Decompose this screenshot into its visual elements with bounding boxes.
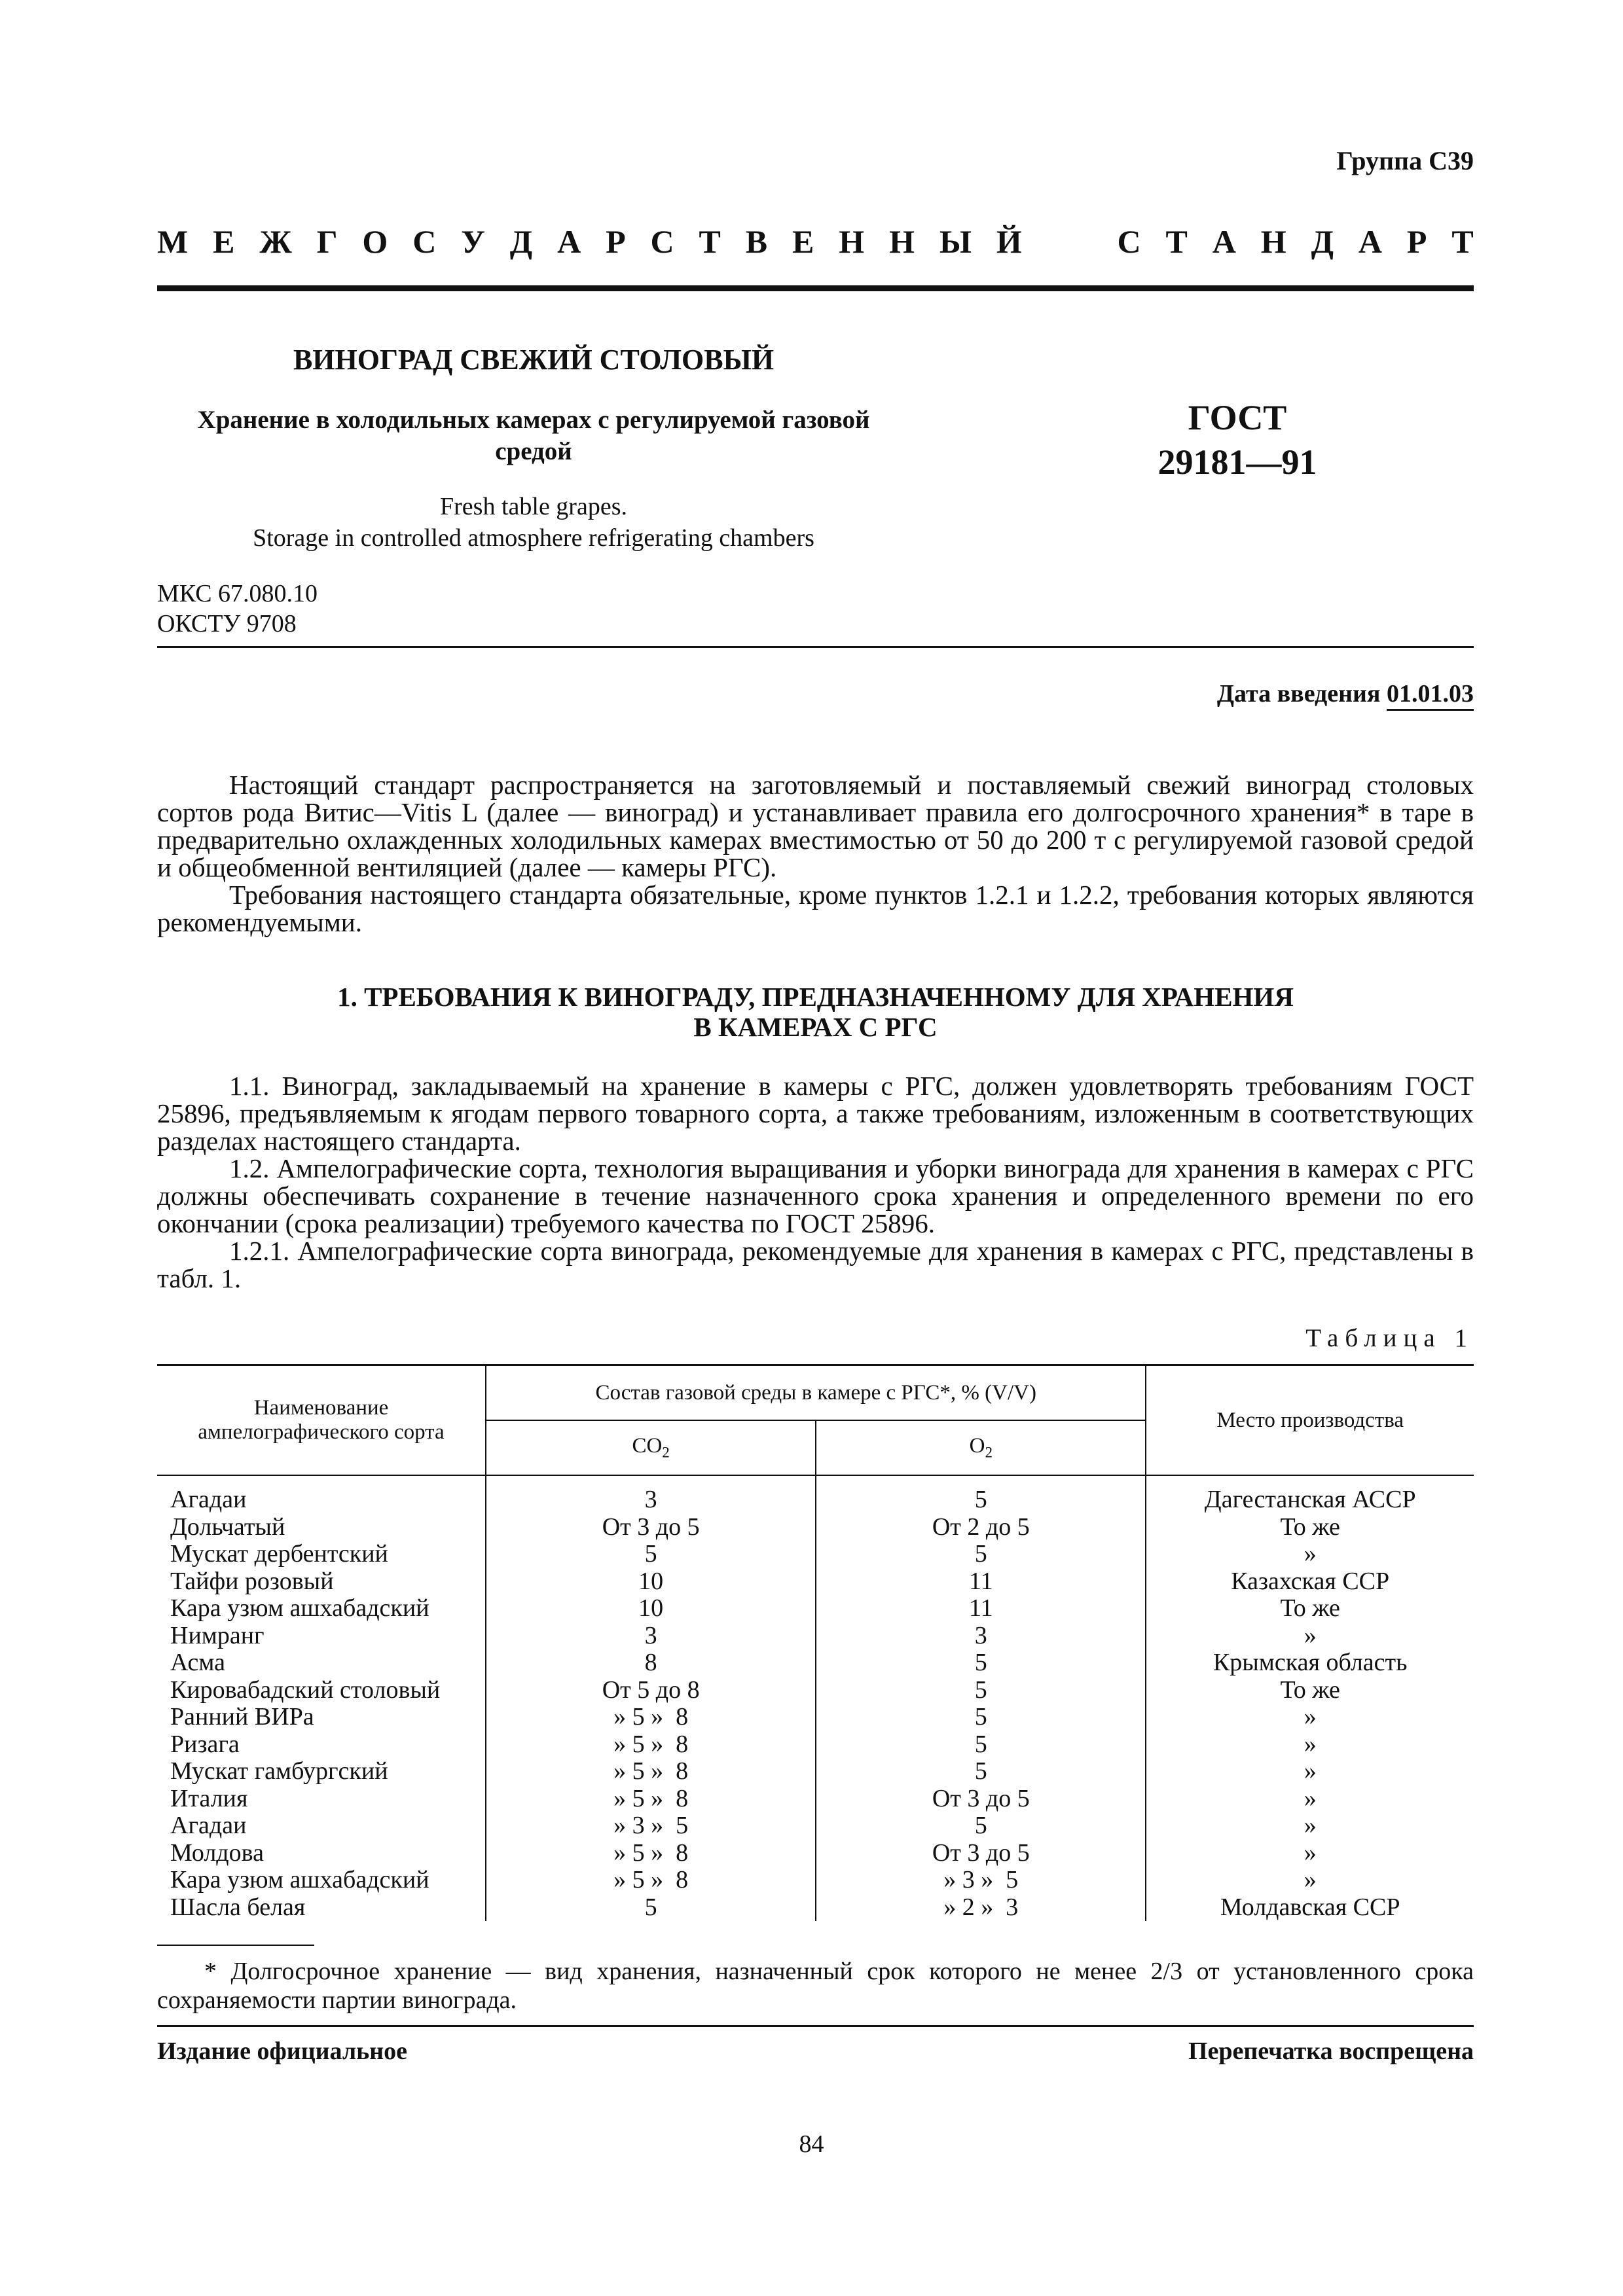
cell-o2: 5	[816, 1677, 1146, 1704]
mks-code: МКС 67.080.10	[157, 580, 318, 607]
cell-place: То же	[1146, 1514, 1474, 1541]
cell-co2: » 5 » 8	[486, 1785, 816, 1813]
cell-co2: » 3 » 5	[486, 1812, 816, 1840]
cell-co2: 3	[486, 1475, 816, 1514]
banner-letter: Т	[699, 223, 721, 260]
banner-letter: С	[412, 223, 437, 260]
intro-paragraph-1: Настоящий стандарт распространяется на заготовляемый и поставляемый свежий виноград столовых сортов рода Витис—Vitis L (далее — виноград) и устанавливает правила его долгосрочного хранения* в таре в предварительно охлажденных холодильных камерах вместимостью от 50 до 200 т с регулируемой газовой средой и общеобменной вентиляцией (далее — камеры РГС).	[157, 770, 1474, 882]
intro-paragraph-2: Требования настоящего стандарта обязательные, кроме пунктов 1.2.1 и 1.2.2, требования которых являются рекомендуемыми.	[157, 880, 1474, 937]
codes-rule	[157, 646, 1474, 648]
cell-variety: Кара узюм ашхабадский	[157, 1595, 486, 1623]
cell-variety: Шасла белая	[157, 1894, 486, 1922]
cell-o2: От 2 до 5	[816, 1514, 1146, 1541]
table-row	[157, 1475, 1474, 1514]
cell-variety: Ранний ВИРа	[157, 1704, 486, 1731]
cell-co2: От 5 до 8	[486, 1677, 816, 1704]
table-row	[157, 1623, 1474, 1650]
cell-place: Молдавская ССР	[1146, 1894, 1474, 1922]
banner-letter: Ж	[259, 223, 292, 260]
cell-variety: Агадаи	[157, 1812, 486, 1840]
cell-co2: 3	[486, 1623, 816, 1650]
gost-number: 29181—91	[1158, 442, 1317, 482]
section-1-heading-line-2: В КАМЕРАХ С РГС	[693, 1012, 938, 1042]
date-value: 01.01.03	[1387, 680, 1474, 711]
english-title-line-1: Fresh table grapes.	[440, 493, 627, 520]
banner-letter: Т	[1451, 223, 1474, 260]
table-row	[157, 1677, 1474, 1704]
cell-place: Крымская область	[1146, 1649, 1474, 1677]
cell-co2: » 5 » 8	[486, 1840, 816, 1867]
table-row	[157, 1894, 1474, 1922]
introduction-date	[1217, 679, 1474, 708]
banner-letter: Н	[1260, 223, 1286, 260]
cell-co2: 8	[486, 1649, 816, 1677]
table-row	[157, 1867, 1474, 1894]
table-row	[157, 1840, 1474, 1867]
cell-o2: » 2 » 3	[816, 1894, 1146, 1922]
banner-letter: Е	[792, 223, 814, 260]
banner-letter: Ы	[939, 223, 972, 260]
clause-1-2-1: 1.2.1. Ампелографические сорта винограда, рекомендуемые для хранения в камерах с РГС, представлены в табл. 1.	[157, 1236, 1474, 1293]
cell-o2: 5	[816, 1704, 1146, 1731]
cell-place: Дагестанская АССР	[1146, 1475, 1474, 1514]
cell-co2: » 5 » 8	[486, 1704, 816, 1731]
header-o2: $O_2$	[816, 1420, 1146, 1475]
cell-co2: 5	[486, 1894, 816, 1922]
interstate-standard-banner	[157, 223, 1474, 260]
section-1-heading-line-1: 1. ТРЕБОВАНИЯ К ВИНОГРАДУ, ПРЕДНАЗНАЧЕННОМУ ДЛЯ ХРАНЕНИЯ	[337, 982, 1294, 1012]
banner-letter: Е	[213, 223, 235, 260]
banner-letter: Д	[1311, 223, 1334, 260]
subtitle-line-1: Хранение в холодильных камерах с регулируемой газовой	[197, 406, 870, 434]
table-row	[157, 1812, 1474, 1840]
page-number: 84	[799, 2130, 824, 2158]
cell-place: »	[1146, 1731, 1474, 1759]
cell-co2: » 5 » 8	[486, 1867, 816, 1894]
clause-1-2: 1.2. Ампелографические сорта, технология выращивания и уборки винограда для хранения в камерах с РГС должны обеспечивать сохранение в течение назначенного срока хранения и определенного времени по его окончании (срока реализации) требуемого качества по ГОСТ 25896.	[157, 1153, 1474, 1238]
section-1-heading	[157, 982, 1474, 1042]
banner-letter: А	[1358, 223, 1382, 260]
cell-variety: Молдова	[157, 1840, 486, 1867]
cell-place: »	[1146, 1840, 1474, 1867]
cell-o2: 5	[816, 1731, 1146, 1759]
gost-designation	[1106, 395, 1368, 484]
subtitle-line-2: средой	[495, 437, 572, 465]
official-edition-label: Издание официальное	[157, 2037, 408, 2065]
okstu-code: ОКСТУ 9708	[157, 610, 297, 637]
cell-o2: 5	[816, 1541, 1146, 1568]
banner-letter: Д	[509, 223, 533, 260]
banner-letter: У	[461, 223, 485, 260]
footer-rule	[157, 2025, 1474, 2027]
cell-variety: Кара узюм ашхабадский	[157, 1867, 486, 1894]
document-subtitle	[157, 404, 910, 467]
cell-o2: 5	[816, 1649, 1146, 1677]
cell-place: »	[1146, 1867, 1474, 1894]
cell-o2: 11	[816, 1568, 1146, 1596]
header-production-place: Место производства	[1146, 1365, 1474, 1476]
table-row	[157, 1758, 1474, 1785]
table-body	[157, 1475, 1474, 1921]
cell-o2: 5	[816, 1475, 1146, 1514]
banner-letter: Т	[1165, 223, 1188, 260]
cell-variety: Мускат дербентский	[157, 1541, 486, 1568]
cell-co2: 10	[486, 1595, 816, 1623]
banner-letter: А	[1212, 223, 1236, 260]
cell-place: »	[1146, 1785, 1474, 1813]
cell-o2: 5	[816, 1758, 1146, 1785]
banner-letter: С	[650, 223, 674, 260]
banner-letter: А	[557, 223, 581, 260]
cell-place: »	[1146, 1623, 1474, 1650]
group-code: Группа С39	[1336, 146, 1474, 175]
header-gas-composition: Состав газовой среды в камере с РГС*, % (V/V)	[486, 1365, 1146, 1421]
banner-gap	[1047, 223, 1093, 260]
table-row	[157, 1704, 1474, 1731]
cell-variety: Ризага	[157, 1731, 486, 1759]
table-row	[157, 1514, 1474, 1541]
cell-co2: От 3 до 5	[486, 1514, 816, 1541]
cell-variety: Тайфи розовый	[157, 1568, 486, 1596]
cell-variety: Агадаи	[157, 1475, 486, 1514]
table-row	[157, 1568, 1474, 1596]
banner-letter: В	[745, 223, 768, 260]
cell-place: »	[1146, 1758, 1474, 1785]
cell-variety: Италия	[157, 1785, 486, 1813]
table-caption: Таблица 1	[1305, 1324, 1474, 1352]
cell-o2: 3	[816, 1623, 1146, 1650]
intro-text	[157, 771, 1474, 936]
cell-place: То же	[1146, 1677, 1474, 1704]
banner-letter: Й	[996, 223, 1022, 260]
cell-o2: 11	[816, 1595, 1146, 1623]
banner-letter: Г	[316, 223, 338, 260]
grape-varieties-table	[157, 1364, 1474, 1921]
cell-place: »	[1146, 1812, 1474, 1840]
table-row	[157, 1595, 1474, 1623]
cell-variety: Мускат гамбургский	[157, 1758, 486, 1785]
classification-codes	[157, 579, 318, 639]
english-title	[157, 491, 910, 554]
cell-variety: Нимранг	[157, 1623, 486, 1650]
cell-place: »	[1146, 1541, 1474, 1568]
header-co2: $CO_2$	[486, 1420, 816, 1475]
table-row	[157, 1541, 1474, 1568]
table-row	[157, 1731, 1474, 1759]
banner-letter: Р	[606, 223, 626, 260]
english-title-line-2: Storage in controlled atmosphere refrigerating chambers	[253, 524, 814, 552]
date-label: Дата введения	[1216, 680, 1381, 708]
cell-place: То же	[1146, 1595, 1474, 1623]
cell-co2: 10	[486, 1568, 816, 1596]
document-title: ВИНОГРАД СВЕЖИЙ СТОЛОВЫЙ	[293, 344, 775, 376]
footnote	[157, 1957, 1474, 2015]
cell-o2: От 3 до 5	[816, 1840, 1146, 1867]
cell-o2: » 3 » 5	[816, 1867, 1146, 1894]
banner-letter: С	[1117, 223, 1141, 260]
banner-letter: Н	[889, 223, 915, 260]
footnote-rule	[157, 1945, 314, 1946]
cell-place: »	[1146, 1704, 1474, 1731]
header-rule	[157, 285, 1474, 291]
cell-o2: 5	[816, 1812, 1146, 1840]
header-variety-name: Наименование ампелографического сорта	[157, 1365, 486, 1476]
banner-letter: Н	[839, 223, 865, 260]
banner-letter: М	[157, 223, 189, 260]
cell-co2: » 5 » 8	[486, 1731, 816, 1759]
table-row	[157, 1785, 1474, 1813]
cell-variety: Кировабадский столовый	[157, 1677, 486, 1704]
cell-variety: Асма	[157, 1649, 486, 1677]
section-1-text	[157, 1072, 1474, 1292]
table-row	[157, 1649, 1474, 1677]
clause-1-1: 1.1. Виноград, закладываемый на хранение в камеры с РГС, должен удовлетворять требованиям ГОСТ 25896, предъявляемым к ягодам первого товарного сорта, а также требованиям, изложенным в соответствующих разделах настоящего стандарта.	[157, 1071, 1474, 1156]
reprint-prohibited-label: Перепечатка воспрещена	[1188, 2037, 1474, 2065]
banner-letter: Р	[1406, 223, 1427, 260]
cell-co2: 5	[486, 1541, 816, 1568]
footnote-text: * Долгосрочное хранение — вид хранения, назначенный срок которого не менее 2/3 от установленного срока сохраняемости партии винограда.	[157, 1958, 1474, 2014]
cell-o2: От 3 до 5	[816, 1785, 1146, 1813]
cell-place: Казахская ССР	[1146, 1568, 1474, 1596]
cell-co2: » 5 » 8	[486, 1758, 816, 1785]
gost-label: ГОСТ	[1188, 398, 1287, 437]
banner-letter: О	[362, 223, 388, 260]
cell-variety: Дольчатый	[157, 1514, 486, 1541]
